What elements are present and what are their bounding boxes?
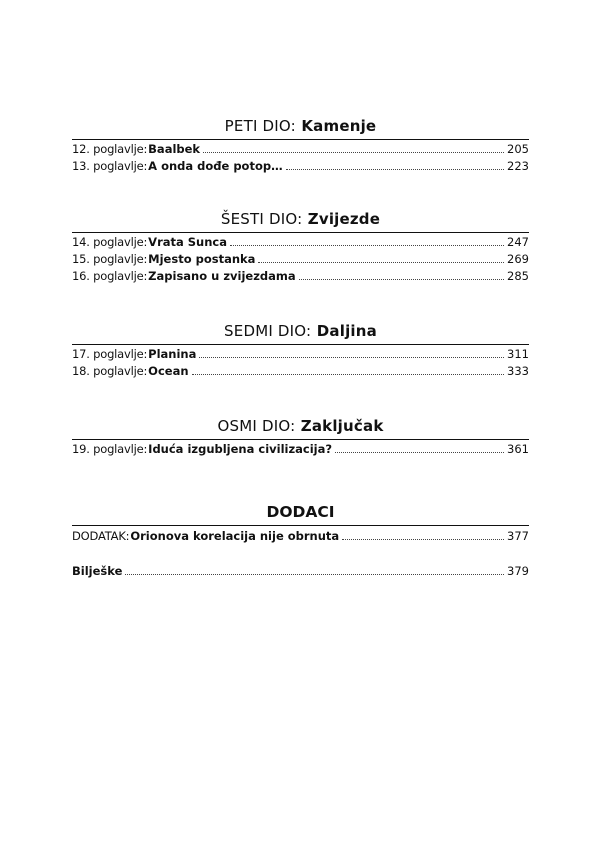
page-number: 377 [507, 529, 529, 543]
toc-entry [72, 251, 529, 268]
chapter-label: 19. poglavlje: [72, 442, 148, 456]
part-name: Zvijezde [307, 210, 381, 228]
part-title [72, 417, 529, 435]
part-8-section [72, 417, 529, 458]
dot-leader [299, 279, 504, 280]
appendix-heading: DODACI [266, 503, 335, 521]
chapter-label: 12. poglavlje: [72, 142, 148, 156]
chapter-title: Ocean [148, 364, 189, 378]
part-title [72, 322, 529, 340]
notes-title: Bilješke [72, 564, 123, 578]
toc-entry [72, 346, 529, 363]
part-title [72, 210, 529, 228]
part-name: Zaključak [300, 417, 384, 435]
toc-entry [72, 563, 529, 580]
divider [72, 139, 529, 140]
notes-section [72, 563, 529, 580]
chapter-label: 18. poglavlje: [72, 364, 148, 378]
part-prefix: ŠESTI DIO: [220, 210, 303, 228]
toc-entry [72, 158, 529, 175]
chapter-label: 17. poglavlje: [72, 347, 148, 361]
page-number: 205 [507, 142, 529, 156]
page-number: 361 [507, 442, 529, 456]
part-name: Kamenje [301, 117, 377, 135]
chapter-title: Vrata Sunca [148, 235, 227, 249]
toc-entry [72, 528, 529, 545]
part-6-section [72, 210, 529, 285]
chapter-label: 16. poglavlje: [72, 269, 148, 283]
page-number: 247 [507, 235, 529, 249]
chapter-label: 15. poglavlje: [72, 252, 148, 266]
dot-leader [230, 245, 504, 246]
chapter-label: 14. poglavlje: [72, 235, 148, 249]
chapter-title: Mjesto postanka [148, 252, 256, 266]
divider [72, 439, 529, 440]
chapter-title: Baalbek [148, 142, 201, 156]
page-number: 311 [507, 347, 529, 361]
appendix-title: Orionova korelacija nije obrnuta [130, 529, 340, 543]
page-number: 269 [507, 252, 529, 266]
divider [72, 344, 529, 345]
appendix-label: DODATAK: [72, 529, 130, 543]
part-prefix: SEDMI DIO: [224, 322, 312, 340]
dot-leader [192, 374, 505, 375]
chapter-label: 13. poglavlje: [72, 159, 148, 173]
dot-leader [335, 452, 504, 453]
dot-leader [199, 357, 504, 358]
dot-leader [258, 262, 504, 263]
toc-entry [72, 141, 529, 158]
part-name: Daljina [316, 322, 377, 340]
page-number: 379 [507, 564, 529, 578]
part-prefix: PETI DIO: [224, 117, 296, 135]
divider [72, 232, 529, 233]
chapter-title: A onda dođe potop… [148, 159, 283, 173]
toc-entry [72, 441, 529, 458]
dot-leader [342, 539, 504, 540]
page-number: 223 [507, 159, 529, 173]
part-prefix: OSMI DIO: [217, 417, 296, 435]
part-5-section [72, 117, 529, 175]
toc-entry [72, 268, 529, 285]
chapter-title: Iduća izgubljena civilizacija? [148, 442, 333, 456]
part-7-section [72, 322, 529, 380]
page-number: 285 [507, 269, 529, 283]
chapter-title: Planina [148, 347, 197, 361]
toc-entry [72, 363, 529, 380]
dot-leader [125, 574, 504, 575]
toc-entry [72, 234, 529, 251]
dot-leader [286, 169, 504, 170]
chapter-title: Zapisano u zvijezdama [148, 269, 296, 283]
page-number: 333 [507, 364, 529, 378]
part-title [72, 117, 529, 135]
appendix-section [72, 503, 529, 545]
dot-leader [203, 152, 504, 153]
divider [72, 525, 529, 526]
